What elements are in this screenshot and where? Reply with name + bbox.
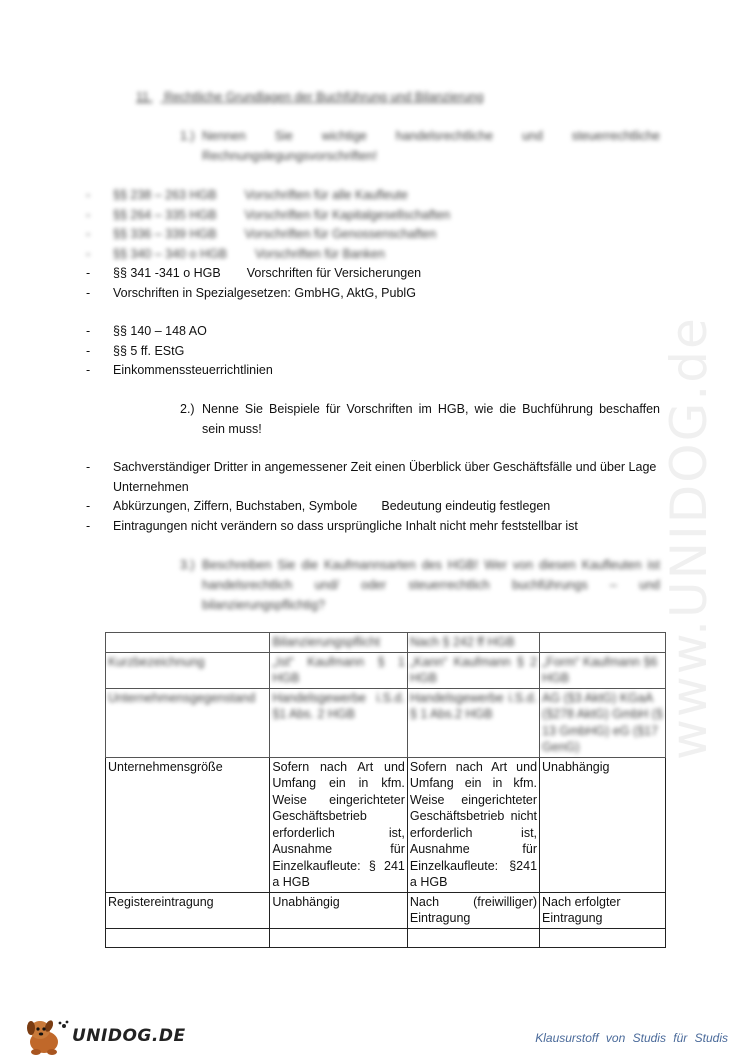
table-cell: [540, 928, 666, 947]
question-text: Nenne Sie Beispiele für Vorschriften im HGB, wie die Buchführung beschaffen sein muss!: [202, 402, 660, 436]
table-row: [106, 652, 666, 688]
table-cell: Handelsgewerbe i.S.d. §1 Abs. 2 HGB: [270, 688, 408, 757]
section-heading: [136, 90, 484, 104]
table-row: [106, 757, 666, 892]
list-item: - Eintragungen nicht verändern so dass ursprüngliche Inhalt nicht mehr feststellbar ist: [86, 518, 578, 533]
list-item: - Vorschriften in Spezialgesetzen: GmbHG, AktG, PublG: [86, 285, 416, 300]
question-number: 3.): [180, 558, 195, 572]
unidog-logo: [20, 1014, 186, 1058]
list-item: - §§ 238 – 263 HGB Vorschriften für alle Kaufleute: [86, 188, 408, 202]
table-cell: AG (§3 AktG) KGaA (§278 AktG) GmbH (§ 13 GmbHG) eG (§17 GenG): [540, 688, 666, 757]
tax-regulations-list: [86, 322, 666, 381]
table-cell: [540, 633, 666, 653]
regulations-list: [86, 186, 666, 303]
dog-mascot-icon: [20, 1014, 70, 1058]
question-text: Beschreiben Sie die Kaufmannsarten des HGB! Wer von diesen Kaufleuten ist handelsrechtlich und/ oder steuerrechtlich buchführungs – und bilanzierungspflichtig?: [202, 558, 660, 612]
watermark: www.UNIDOG.de: [660, 316, 718, 760]
question-3: [180, 555, 660, 615]
question-number: 1.): [180, 129, 195, 143]
table-cell: Nach (freiwilliger) Eintragung: [407, 892, 539, 928]
table-cell: Unternehmensgröße: [106, 757, 270, 892]
list-item: - Abkürzungen, Ziffern, Buchstaben, Symbole Bedeutung eindeutig festlegen: [86, 499, 551, 513]
list-item: - §§ 341 -341 o HGB Vorschriften für Versicherungen: [86, 266, 422, 280]
list-item: - §§ 140 – 148 AO: [86, 324, 207, 338]
list-item: - §§ 336 – 339 HGB Vorschriften für Genossenschaften: [86, 227, 437, 241]
table-cell: Sofern nach Art und Umfang ein in kfm. Weise eingerichteter Geschäftsbetrieb erforderlich ist, Ausnahme für Einzelkaufleute: § 241 a HGB: [270, 757, 408, 892]
table-cell: Unabhängig: [270, 892, 408, 928]
table-cell: Kurzbezeichnung: [106, 652, 270, 688]
table-cell: [407, 928, 539, 947]
table-cell: Unternehmensgegenstand: [106, 688, 270, 757]
table-cell: [106, 928, 270, 947]
table-row: [106, 928, 666, 947]
list-item: - Sachverständiger Dritter in angemessener Zeit einen Überblick über Geschäftsfälle und über Lage Unternehmen: [86, 460, 657, 494]
table-cell: „Ist“ Kaufmann § 1 HGB: [270, 652, 408, 688]
logo-text: UNIDOG.DE: [72, 1026, 186, 1046]
section-number: 11.: [136, 90, 153, 104]
question-2: [180, 399, 660, 439]
table-row: [106, 892, 666, 928]
question-1: [180, 126, 660, 166]
table-cell: „Kann“ Kaufmann § 2 HGB: [407, 652, 539, 688]
table-cell: Handelsgewerbe i.S.d. § 1 Abs.2 HGB: [407, 688, 539, 757]
list-item: - §§ 5 ff. EStG: [86, 343, 185, 358]
footer-slogan: Klausurstoff von Studis für Studis: [535, 1031, 728, 1045]
bookkeeping-rules-list: [86, 458, 666, 536]
question-text: Nennen Sie wichtige handelsrechtliche und steuerrechtliche Rechnungslegungsvorschriften!: [202, 129, 660, 163]
table-row: [106, 688, 666, 757]
table-cell: Registereintragung: [106, 892, 270, 928]
table-cell: Nach erfolgter Eintragung: [540, 892, 666, 928]
table-cell: [106, 633, 270, 653]
section-title: Rechtliche Grundlagen der Buchführung und Bilanzierung: [163, 90, 484, 104]
list-item: - §§ 264 – 335 HGB Vorschriften für Kapitalgesellschaften: [86, 207, 451, 222]
merchant-types-table: [105, 632, 666, 948]
table-cell: Unabhängig: [540, 757, 666, 892]
table-cell: „Form“ Kaufmann §6 HGB: [540, 652, 666, 688]
table-cell: Sofern nach Art und Umfang ein in kfm. Weise eingerichteter Geschäftsbetrieb nicht erforderlich ist, Ausnahme für Einzelkaufleute: §241 a HGB: [407, 757, 539, 892]
table-row: [106, 633, 666, 653]
table-cell: Nach § 242 ff HGB: [407, 633, 539, 653]
list-item: - §§ 340 – 340 o HGB Vorschriften für Banken: [86, 246, 385, 261]
table-cell: Bilanzierungspflicht: [270, 633, 408, 653]
list-item: - Einkommenssteuerrichtlinien: [86, 363, 273, 377]
table-cell: [270, 928, 408, 947]
question-number: 2.): [180, 402, 195, 416]
